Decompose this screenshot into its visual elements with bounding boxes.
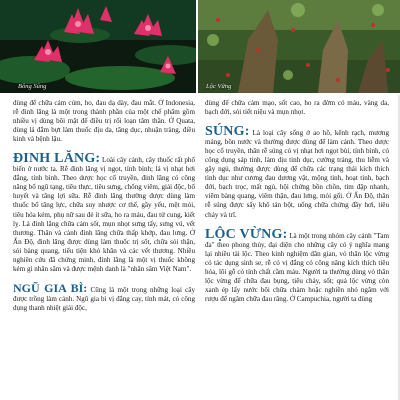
left-column bbox=[13, 99, 195, 313]
loc-vung-photo bbox=[198, 0, 400, 93]
ngu-gia-bi-heading: NGŨ GIA BÌ bbox=[13, 280, 84, 295]
ngu-gia-bi-text: Cũng là một trong những loại cây được trồng làm cảnh. Ngũ gia bì vị đắng cay, tính mát, có công dụng thanh nhiệt giải độc, bbox=[13, 285, 196, 312]
loc-vung-section bbox=[205, 226, 389, 304]
dinh-lang-text: Loài cây cảnh, cây thuốc rất phổ biến ở nước ta. Rễ đinh lăng vị ngọt, tính bình; lá vị nhạt hơi đắng, tính bình. Theo dược học cổ truyền, đinh lăng có công năng bổ ngũ tạng, tiêu thực, tiêu sưng, chống viêm, giải độc, bổ huyết và tăng lợi sữa. Rễ đinh lăng thường được dùng làm thuốc bổ tăng lực, chữa suy nhược cơ thể, gầy yếu, mệt mỏi, tiêu hóa kém, phụ nữ sau đẻ ít sữa, ho ra máu, đau tử cung, kiết lỵ. Lá đinh lăng chữa cảm sốt, mụn nhọt sưng tấy, sưng vú, vết thương. Thân và cành đinh lăng chữa thấp khớp, đau lưng. Ở Ấn Độ, đinh lăng được dùng làm thuốc trị sốt, chữa sỏi thận, sỏi bàng quang, tiểu tiện khó khăn và các vết thương. Nhiều nghiên cứu đã chứng minh, đinh lăng là một vị thuốc không kém gì nhân sâm và được mệnh danh là "nhân sâm Việt Nam". bbox=[13, 156, 196, 273]
sung-text: Là loại cây sống ở ao hồ, kênh rạch, mương máng, bồn nước và thường được dùng để làm cảnh. Theo dược học cổ truyền, thân rễ súng có vị nhạt hơi ngọt bùi, tính bình, có công dụng sáp tinh, làm dịu tinh dục, cường tráng, thu liễm và gây ngủ, thường được dùng để chữa các trạng thái kích thích tình dục như cương đau dương vật, mộng tinh, hoạt tinh, bạch đới, bạch trọc, mất ngủ, hội chứng bồn chồn, tim đập nhanh, viêm bàng quang, viêm thận, đau lưng, mỏi gối. Ở Ấn Độ, thân rễ súng được sấy khô tán bột, uống chữa chứng đầy hơi, tiêu chảy và trĩ. bbox=[205, 129, 389, 219]
loc-vung-colon: : bbox=[282, 226, 288, 242]
right-intro-paragraph: dùng để chữa cảm mạo, sốt cao, ho ra đờm có máu, vàng da, bạch đới, sỏi tiết niệu và mụn nhọt. bbox=[205, 99, 389, 117]
dinh-lang-section bbox=[13, 151, 196, 274]
ngu-gia-bi-section bbox=[13, 280, 196, 313]
water-lily-photo bbox=[0, 0, 196, 93]
right-column bbox=[205, 99, 389, 304]
left-intro-paragraph: dùng để chữa cảm cúm, ho, đau dạ dày, đau mắt. Ở Indonesia, rễ đinh lăng là một trong thành phần của một chế phẩm gồm nhiều vị dùng bôi mặt để điều trị rối loạn tâm thần. Ở Quata, dùng lá đắm bựt làm thuốc địu da, tăng dục, nhuận tràng, điều kinh và bệnh lậu. bbox=[13, 99, 195, 144]
dinh-lang-heading: ĐINH LĂNG bbox=[13, 151, 96, 167]
photo-caption-left: Bông Súng bbox=[18, 83, 47, 90]
sung-heading: SÚNG bbox=[205, 124, 245, 140]
loc-vung-text: Là một trong nhóm cây cảnh "Tam đa" theo phong thủy, đại diện cho những cây có ý nghĩa mang lại nhiều tài lộc. Theo kinh nghiệm dân gian, vỏ thân lộc vừng có tác dụng sinh se, rễ có vị đắng có công năng kích thích tiêu hóa, lõi gỗ có tính chất cầm máu. Người ta thường dùng vỏ thân lộc vừng để chữa đau bụng, tiêu chảy, sốt; quả lộc vừng còn xanh ép lấy nước bôi chữa chàm hoặc nghiền nhỏ ngâm với rượu để ngâm chữa đau răng. Ở Campuchia, người ta dùng bbox=[205, 231, 389, 303]
dinh-lang-colon: : bbox=[95, 151, 101, 167]
photo-caption-right: Lộc Vừng bbox=[206, 83, 232, 90]
sung-colon: : bbox=[244, 124, 250, 140]
loc-vung-image bbox=[198, 0, 400, 93]
loc-vung-heading: LỘC VỪNG bbox=[205, 226, 283, 242]
ngu-gia-bi-colon: : bbox=[83, 280, 88, 295]
sung-section bbox=[205, 124, 389, 219]
water-lily-image bbox=[0, 0, 196, 93]
